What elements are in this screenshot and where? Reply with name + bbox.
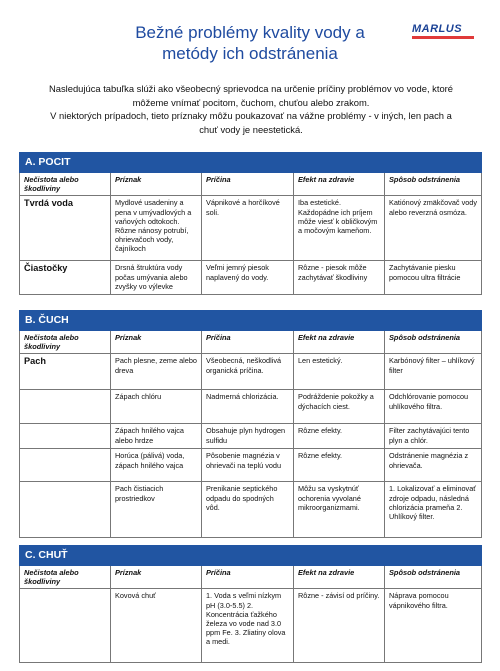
removal-cell: Filter zachytávajúci tento plyn a chlór. [385,424,482,449]
column-header: Nečistota alebo škodliviny [20,566,111,589]
column-header: Príznak [111,331,202,354]
cause-cell: Prenikanie septického odpadu do spodných vôd. [202,482,294,538]
effect-cell: Môžu sa vyskytnúť ochorenia vyvolané mikroorganizmami. [294,482,385,538]
removal-cell: Odstránenie magnézia z ohrievača. [385,449,482,482]
cause-cell: Nadmerná chlorizácia. [202,390,294,424]
row-name [20,390,111,424]
logo-text: MARLUS [412,23,463,35]
marlus-logo [412,24,482,44]
title-line-1: Bežné problémy kvality vody a [135,23,365,42]
column-header: Príčina [202,566,294,589]
column-header: Spôsob odstránenia [385,331,482,354]
effect-cell: Podráždenie pokožky a dýchacích ciest. [294,390,385,424]
section-table-chut [19,545,482,663]
symptom-cell: Zápach hnilého vajca alebo hrdze [111,424,202,449]
table-row [20,390,482,424]
symptom-cell: Horúca (pálivá) voda, zápach hnilého vajca [111,449,202,482]
column-header: Príznak [111,566,202,589]
cause-cell: 1. Voda s veľmi nízkym pH (3.0-5.5) 2. Koncentrácia ťažkého železa vo vode nad 3.0 ppm Fe. 3. Zliatiny olova a medi. [202,589,294,663]
title-line-2: metódy ich odstránenia [162,44,338,63]
removal-cell: Odchlórovanie pomocou uhlíkového filtra. [385,390,482,424]
intro-line: V niektorých prípadoch, tieto príznaky môžu poukazovať na vážne problémy - v iných, len pach a [50,110,452,121]
logo-accent-bar [412,36,474,39]
column-header: Príznak [111,173,202,196]
table-row [20,261,482,295]
intro-line: chuť vody je neestetická. [199,123,303,135]
intro-paragraph [20,82,482,136]
symptom-cell: Pach čistiacich prostriedkov [111,482,202,538]
table-row [20,196,482,261]
row-name [20,449,111,482]
cause-cell: Veľmi jemný piesok naplavený do vody. [202,261,294,295]
removal-cell: 1. Lokalizovať a eliminovať zdroje odpadu, následná chlorizácia prameňa 2. Uhlíkový filter. [385,482,482,538]
column-header: Nečistota alebo škodliviny [20,331,111,354]
section-header: B. ČUCH [20,311,482,331]
section-table-cuch [19,310,482,538]
cause-cell: Pôsobenie magnézia v ohrievači na teplú vodu [202,449,294,482]
removal-cell: Katiónový zmäkčovač vody alebo reverzná osmóza. [385,196,482,261]
symptom-cell: Kovová chuť [111,589,202,663]
symptom-cell: Drsná štruktúra vody počas umývania alebo zvyšky vo výlevke [111,261,202,295]
effect-cell: Rôzne efekty. [294,449,385,482]
row-name [20,424,111,449]
column-header: Spôsob odstránenia [385,566,482,589]
cause-cell: Obsahuje plyn hydrogen sulfidu [202,424,294,449]
row-name [20,589,111,663]
column-header: Spôsob odstránenia [385,173,482,196]
removal-cell: Karbónový filter – uhlíkový filter [385,354,482,390]
column-header: Príčina [202,331,294,354]
row-name [20,482,111,538]
column-header: Nečistota alebo škodliviny [20,173,111,196]
intro-line: Nasledujúca tabuľka slúži ako všeobecný sprievodca na určenie príčiny problémov vo vode, ktoré [49,83,453,94]
removal-cell: Náprava pomocou vápnikového filtra. [385,589,482,663]
column-header: Efekt na zdravie [294,331,385,354]
effect-cell: Iba estetické. Každopádne ich príjem môže viesť k obličkovým a močovým kameňom. [294,196,385,261]
column-header: Príčina [202,173,294,196]
symptom-cell: Pach plesne, zeme alebo dreva [111,354,202,390]
table-row [20,449,482,482]
symptom-cell: Zápach chlóru [111,390,202,424]
section-table-pocit [19,152,482,295]
table-row [20,589,482,663]
effect-cell: Rôzne efekty. [294,424,385,449]
section-header: C. CHUŤ [20,546,482,566]
section-header: A. POCIT [20,153,482,173]
intro-line: môžeme vnímať pocitom, čuchom, chuťou alebo zrakom. [132,96,370,108]
row-name: Tvrdá voda [20,196,111,261]
effect-cell: Rôzne - piesok môže zachytávať škodliviny [294,261,385,295]
cause-cell: Všeobecná, neškodlivá organická príčina. [202,354,294,390]
column-header: Efekt na zdravie [294,173,385,196]
table-row [20,424,482,449]
row-name: Pach [20,354,111,390]
symptom-cell: Mydlové usadeniny a pena v umývadlových a vaňových odtokoch. Rôzne nánosy potrubí, ohrievačoch vody, čajníkoch [111,196,202,261]
row-name: Čiastočky [20,261,111,295]
effect-cell: Len estetický. [294,354,385,390]
effect-cell: Rôzne - závisí od príčiny. [294,589,385,663]
column-header: Efekt na zdravie [294,566,385,589]
removal-cell: Zachytávanie piesku pomocou ultra filtrácie [385,261,482,295]
cause-cell: Vápnikové a horčíkové soli. [202,196,294,261]
table-row [20,354,482,390]
table-row [20,482,482,538]
